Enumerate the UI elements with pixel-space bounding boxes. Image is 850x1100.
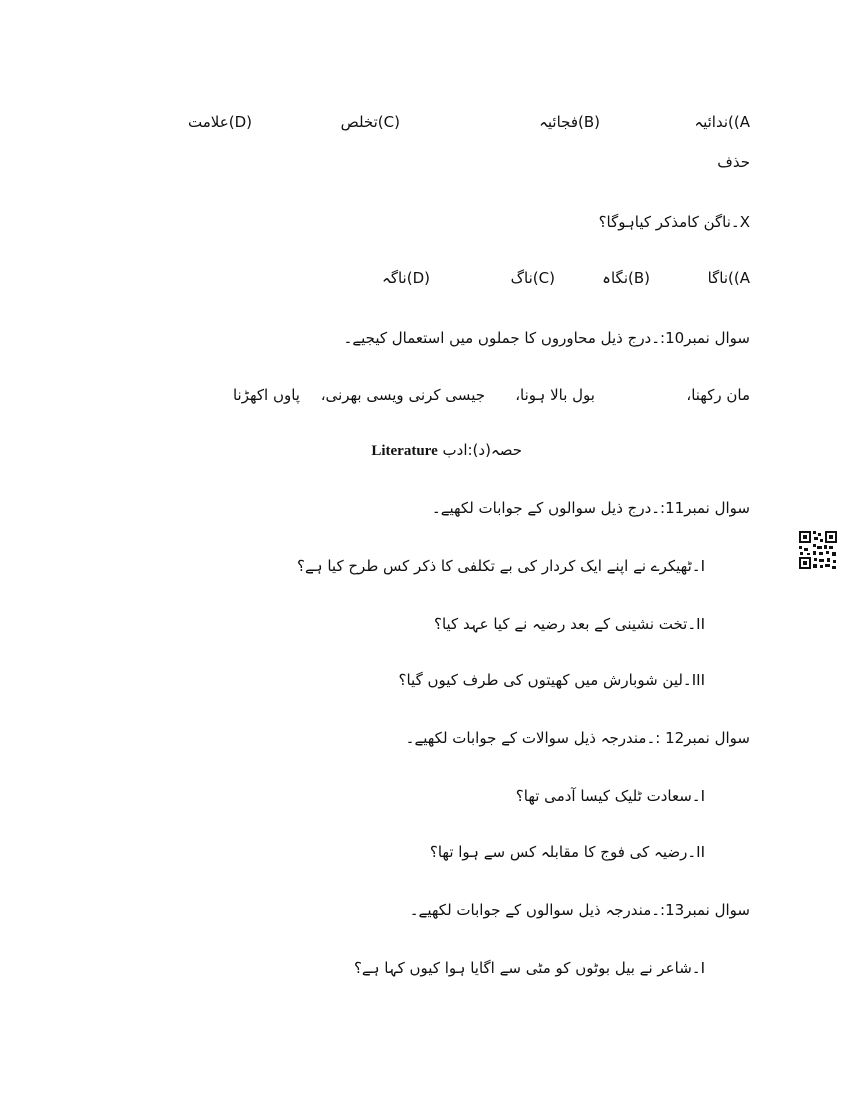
option-a: A))ندائیہ [694,113,750,131]
idiom-1: مان رکھنا، [686,386,750,404]
section-latin: Literature [371,443,438,459]
option-b: (B)نگاہ [602,269,650,287]
option-continuation: حذف [717,153,750,171]
option-d: (D)علامت [188,113,252,131]
question-10-heading: سوال نمبر10:۔درج ذیل محاوروں کا جملوں میں استعمال کیجیے۔ [343,329,750,347]
option-c: (C)ناگ [510,269,555,287]
question-x: X۔ناگن کامذکر کیاہوگا؟ [598,213,750,231]
section-label: حصہ(د):ادب [442,441,522,459]
question-12-item-1: I۔سعادت ٹلیک کیسا آدمی تھا؟ [515,787,705,805]
question-11-item-1: I۔ٹھیکرے نے اپنے ایک کردار کی بے تکلفی کا ذکر کس طرح کیا ہے؟ [297,557,705,575]
question-11-heading: سوال نمبر11:۔درج ذیل سوالوں کے جوابات لکھیے۔ [431,499,750,517]
question-13-heading: سوال نمبر13:۔مندرجہ ذیل سوالوں کے جوابات لکھیے۔ [409,901,750,919]
option-a: A))ناگا [707,269,750,287]
section-heading [371,440,522,461]
option-d: (D)ناگہ [382,269,430,287]
idiom-2: بول بالا ہونا، [515,386,595,404]
qr-code-icon [798,530,838,570]
option-c: (C)تخلص [340,113,400,131]
idiom-4: پاوں اکھڑنا [232,386,300,404]
question-11-item-2: II۔تخت نشینی کے بعد رضیہ نے کیا عہد کیا؟ [433,615,705,633]
option-b: (B)فجائیہ [539,113,600,131]
question-11-item-3: III۔لین شوبارش میں کھیتوں کی طرف کیوں گیا؟ [398,671,705,689]
idiom-3: جیسی کرنی ویسی بھرنی، [320,386,485,404]
question-13-item-1: I۔شاعر نے بیل بوٹوں کو مٹی سے اگایا ہوا کیوں کہا ہے؟ [353,959,705,977]
question-12-item-2: II۔رضیہ کی فوج کا مقابلہ کس سے ہوا تھا؟ [429,843,705,861]
question-12-heading: سوال نمبر12 :۔مندرجہ ذیل سوالات کے جوابات لکھیے۔ [405,729,750,747]
